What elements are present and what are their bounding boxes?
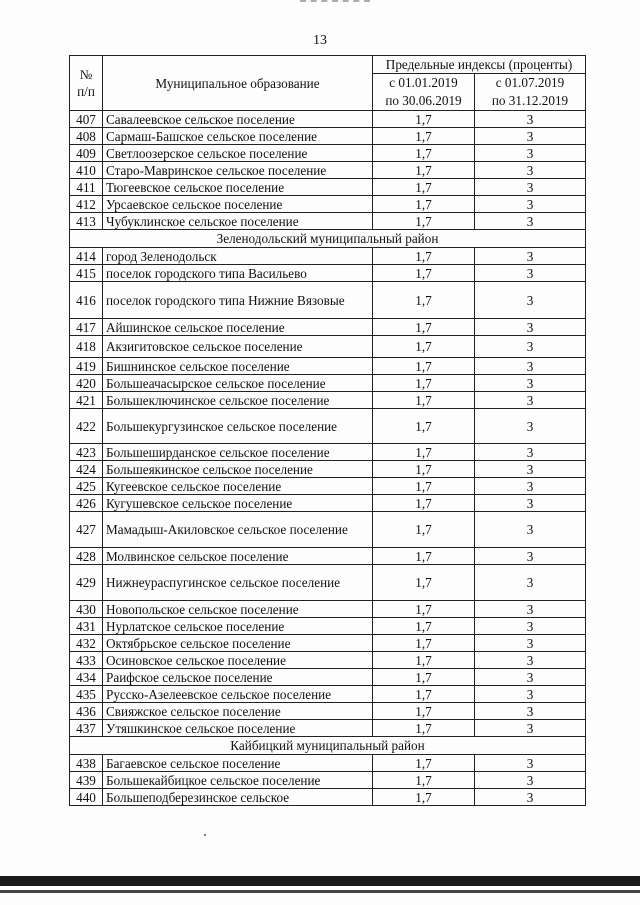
table-row	[70, 669, 586, 686]
municipality-name: Октябрьское сельское поселение	[103, 635, 373, 652]
row-number: 428	[70, 548, 103, 565]
index-period-1: 1,7	[373, 319, 475, 336]
row-number: 432	[70, 635, 103, 652]
municipality-name: Чубуклинское сельское поселение	[103, 213, 373, 230]
index-period-2: 3	[475, 618, 586, 635]
index-period-1: 1,7	[373, 703, 475, 720]
table-row	[70, 703, 586, 720]
scan-speck	[204, 834, 206, 836]
table-row	[70, 478, 586, 495]
index-period-1: 1,7	[373, 111, 475, 128]
index-period-1: 1,7	[373, 375, 475, 392]
table-row	[70, 686, 586, 703]
index-period-1: 1,7	[373, 772, 475, 789]
index-period-1: 1,7	[373, 669, 475, 686]
index-period-1: 1,7	[373, 548, 475, 565]
table-row	[70, 196, 586, 213]
table-row	[70, 358, 586, 375]
header-period-1: с 01.01.2019 по 30.06.2019	[373, 74, 475, 111]
table-row	[70, 179, 586, 196]
index-period-2: 3	[475, 162, 586, 179]
row-number: 433	[70, 652, 103, 669]
header-period-2: с 01.07.2019 по 31.12.2019	[475, 74, 586, 111]
row-number: 439	[70, 772, 103, 789]
table-row	[70, 444, 586, 461]
index-period-1: 1,7	[373, 652, 475, 669]
municipality-name: Нурлатское сельское поселение	[103, 618, 373, 635]
municipality-name: Большекургузинское сельское поселение	[103, 409, 373, 444]
index-period-1: 1,7	[373, 128, 475, 145]
row-number: 437	[70, 720, 103, 737]
table-row	[70, 409, 586, 444]
index-period-2: 3	[475, 409, 586, 444]
index-period-1: 1,7	[373, 512, 475, 548]
index-period-1: 1,7	[373, 336, 475, 358]
index-period-1: 1,7	[373, 601, 475, 618]
row-number: 431	[70, 618, 103, 635]
table-row	[70, 772, 586, 789]
scan-top-marks	[300, 0, 370, 6]
municipality-name: Большеачасырское сельское поселение	[103, 375, 373, 392]
row-number: 422	[70, 409, 103, 444]
index-period-2: 3	[475, 652, 586, 669]
index-period-2: 3	[475, 772, 586, 789]
row-number: 434	[70, 669, 103, 686]
row-number: 424	[70, 461, 103, 478]
row-number: 423	[70, 444, 103, 461]
index-period-1: 1,7	[373, 248, 475, 265]
index-period-1: 1,7	[373, 409, 475, 444]
table-row	[70, 652, 586, 669]
index-period-1: 1,7	[373, 358, 475, 375]
index-period-2: 3	[475, 703, 586, 720]
municipality-name: Большеякинское сельское поселение	[103, 461, 373, 478]
row-number: 414	[70, 248, 103, 265]
header-municipality: Муниципальное образование	[103, 56, 373, 111]
index-period-2: 3	[475, 196, 586, 213]
region-row	[70, 737, 586, 755]
table-row	[70, 789, 586, 806]
municipality-name: Раифское сельское поселение	[103, 669, 373, 686]
index-period-2: 3	[475, 128, 586, 145]
row-number: 425	[70, 478, 103, 495]
row-number: 438	[70, 755, 103, 772]
index-period-2: 3	[475, 686, 586, 703]
row-number: 419	[70, 358, 103, 375]
index-period-1: 1,7	[373, 461, 475, 478]
row-number: 409	[70, 145, 103, 162]
municipality-name: Большеподберезинское сельское	[103, 789, 373, 806]
index-period-1: 1,7	[373, 495, 475, 512]
index-period-2: 3	[475, 444, 586, 461]
table-row	[70, 512, 586, 548]
municipality-name: Багаевское сельское поселение	[103, 755, 373, 772]
table-row	[70, 755, 586, 772]
index-period-1: 1,7	[373, 265, 475, 282]
municipality-name: Большеширданское сельское поселение	[103, 444, 373, 461]
index-period-2: 3	[475, 319, 586, 336]
header-row	[70, 56, 586, 74]
row-number: 427	[70, 512, 103, 548]
table-row	[70, 128, 586, 145]
index-period-1: 1,7	[373, 635, 475, 652]
row-number: 430	[70, 601, 103, 618]
municipality-name: Светлоозерское сельское поселение	[103, 145, 373, 162]
index-period-2: 3	[475, 720, 586, 737]
index-period-1: 1,7	[373, 392, 475, 409]
index-period-2: 3	[475, 495, 586, 512]
index-period-2: 3	[475, 375, 586, 392]
table-row	[70, 145, 586, 162]
index-period-1: 1,7	[373, 213, 475, 230]
municipality-name: Старо-Мавринское сельское поселение	[103, 162, 373, 179]
index-period-2: 3	[475, 248, 586, 265]
municipality-name: Большекайбицкое сельское поселение	[103, 772, 373, 789]
municipality-name: Савалеевское сельское поселение	[103, 111, 373, 128]
index-period-2: 3	[475, 179, 586, 196]
table-row	[70, 319, 586, 336]
row-number: 436	[70, 703, 103, 720]
municipality-name: Бишнинское сельское поселение	[103, 358, 373, 375]
municipality-name: Айшинское сельское поселение	[103, 319, 373, 336]
index-period-2: 3	[475, 548, 586, 565]
table-row	[70, 635, 586, 652]
index-period-1: 1,7	[373, 179, 475, 196]
scan-bottom-line	[0, 890, 640, 893]
table-row	[70, 618, 586, 635]
row-number: 429	[70, 565, 103, 601]
index-period-1: 1,7	[373, 686, 475, 703]
index-period-2: 3	[475, 336, 586, 358]
municipality-name: Новопольское сельское поселение	[103, 601, 373, 618]
row-number: 440	[70, 789, 103, 806]
municipality-name: поселок городского типа Васильево	[103, 265, 373, 282]
municipality-name: Утяшкинское сельское поселение	[103, 720, 373, 737]
index-period-1: 1,7	[373, 720, 475, 737]
table-row	[70, 336, 586, 358]
region-row	[70, 230, 586, 248]
row-number: 412	[70, 196, 103, 213]
row-number: 407	[70, 111, 103, 128]
row-number: 421	[70, 392, 103, 409]
municipality-name: Урсаевское сельское поселение	[103, 196, 373, 213]
table-row	[70, 213, 586, 230]
index-period-2: 3	[475, 478, 586, 495]
index-period-2: 3	[475, 145, 586, 162]
index-period-1: 1,7	[373, 196, 475, 213]
row-number: 415	[70, 265, 103, 282]
table-row	[70, 565, 586, 601]
row-number: 410	[70, 162, 103, 179]
table-row	[70, 162, 586, 179]
table-row	[70, 495, 586, 512]
indices-table	[69, 55, 586, 806]
table-row	[70, 461, 586, 478]
region-name: Зеленодольский муниципальный район	[70, 230, 586, 248]
municipality-name: поселок городского типа Нижние Вязовые	[103, 282, 373, 319]
index-period-2: 3	[475, 461, 586, 478]
municipality-name: Кугушевское сельское поселение	[103, 495, 373, 512]
municipality-name: Акзигитовское сельское поселение	[103, 336, 373, 358]
table-row	[70, 601, 586, 618]
region-name: Кайбицкий муниципальный район	[70, 737, 586, 755]
index-period-1: 1,7	[373, 282, 475, 319]
row-number: 420	[70, 375, 103, 392]
index-period-2: 3	[475, 265, 586, 282]
table-row	[70, 375, 586, 392]
index-period-1: 1,7	[373, 755, 475, 772]
index-period-2: 3	[475, 392, 586, 409]
index-period-2: 3	[475, 111, 586, 128]
index-period-2: 3	[475, 601, 586, 618]
index-period-1: 1,7	[373, 162, 475, 179]
index-period-1: 1,7	[373, 478, 475, 495]
municipality-name: Кугеевское сельское поселение	[103, 478, 373, 495]
row-number: 426	[70, 495, 103, 512]
index-period-2: 3	[475, 512, 586, 548]
row-number: 416	[70, 282, 103, 319]
table-row	[70, 392, 586, 409]
row-number: 417	[70, 319, 103, 336]
municipality-name: Большеключинское сельское поселение	[103, 392, 373, 409]
index-period-1: 1,7	[373, 444, 475, 461]
municipality-name: Русско-Азелеевское сельское поселение	[103, 686, 373, 703]
row-number: 408	[70, 128, 103, 145]
row-number: 413	[70, 213, 103, 230]
header-num: № п/п	[70, 56, 103, 111]
scan-bottom-bar	[0, 876, 640, 886]
row-number: 418	[70, 336, 103, 358]
index-period-1: 1,7	[373, 145, 475, 162]
municipality-name: Мамадыш-Акиловское сельское поселение	[103, 512, 373, 548]
municipality-name: Тюгеевское сельское поселение	[103, 179, 373, 196]
index-period-2: 3	[475, 669, 586, 686]
municipality-name: Нижнеураспугинское сельское поселение	[103, 565, 373, 601]
index-period-2: 3	[475, 213, 586, 230]
index-period-2: 3	[475, 358, 586, 375]
index-period-2: 3	[475, 282, 586, 319]
municipality-name: город Зеленодольск	[103, 248, 373, 265]
index-period-1: 1,7	[373, 565, 475, 601]
index-period-2: 3	[475, 635, 586, 652]
index-period-2: 3	[475, 565, 586, 601]
municipality-name: Сармаш-Башское сельское поселение	[103, 128, 373, 145]
table-row	[70, 111, 586, 128]
index-period-1: 1,7	[373, 789, 475, 806]
index-period-2: 3	[475, 789, 586, 806]
row-number: 435	[70, 686, 103, 703]
page-number: 13	[313, 33, 327, 48]
table-row	[70, 265, 586, 282]
table-row	[70, 248, 586, 265]
header-limit-indices: Предельные индексы (проценты)	[373, 56, 586, 74]
row-number: 411	[70, 179, 103, 196]
index-period-2: 3	[475, 755, 586, 772]
municipality-name: Свияжское сельское поселение	[103, 703, 373, 720]
table-row	[70, 548, 586, 565]
index-period-1: 1,7	[373, 618, 475, 635]
table-row	[70, 720, 586, 737]
municipality-name: Молвинское сельское поселение	[103, 548, 373, 565]
table-row	[70, 282, 586, 319]
municipality-name: Осиновское сельское поселение	[103, 652, 373, 669]
